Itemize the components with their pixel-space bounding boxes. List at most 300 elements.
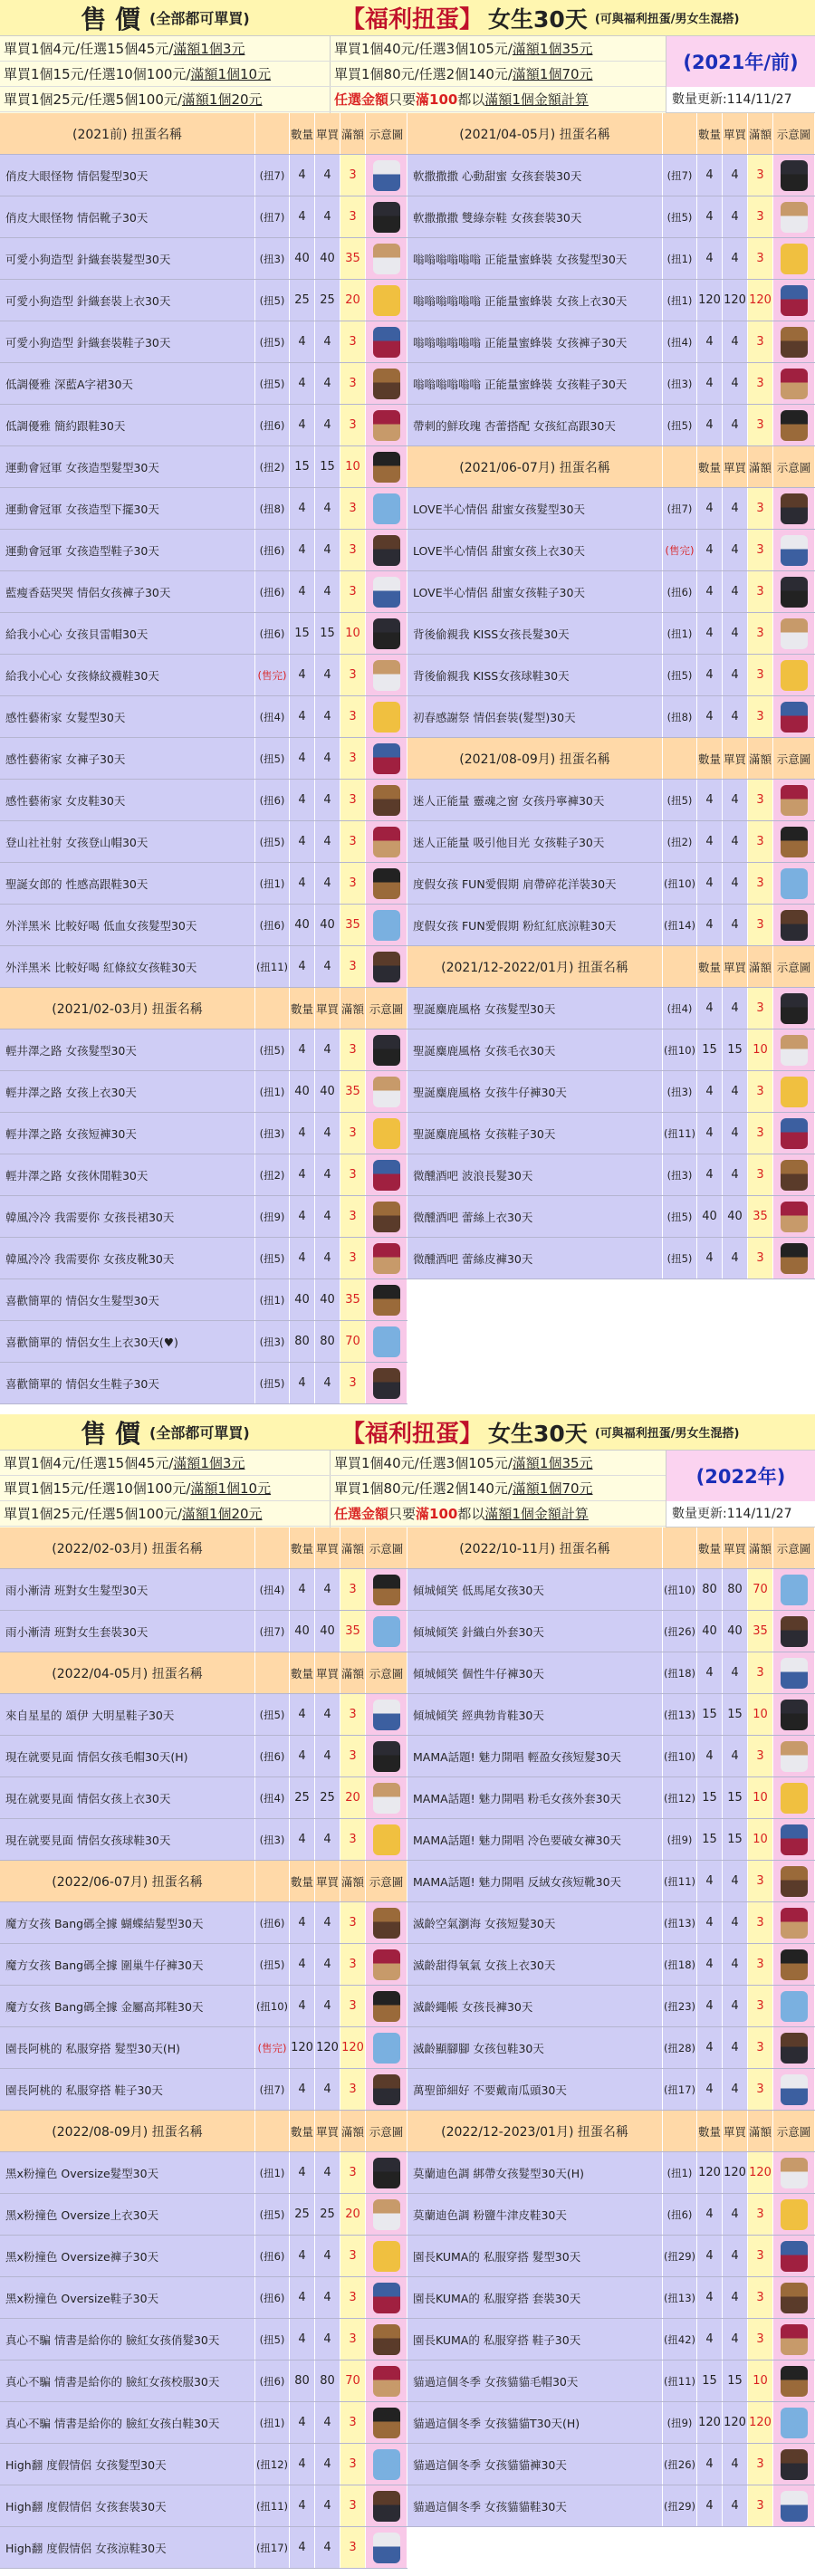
table-row[interactable] <box>0 238 408 280</box>
item-qty: 15 <box>697 1819 723 1860</box>
table-row[interactable] <box>0 1777 408 1819</box>
table-row[interactable] <box>0 1279 408 1321</box>
table-row[interactable] <box>0 405 408 446</box>
col-img: 示意圖 <box>773 1527 815 1568</box>
gacha-title-tag: 女生30天 <box>488 1420 588 1447</box>
table-row[interactable] <box>408 1113 815 1154</box>
section-title: (2022/10-11月) 扭蛋名稱 <box>408 1527 663 1568</box>
table-row[interactable] <box>408 905 815 946</box>
table-row[interactable] <box>408 2361 815 2402</box>
item-image <box>773 530 815 570</box>
col-price: 單買 <box>315 1652 340 1693</box>
table-row[interactable] <box>408 2236 815 2277</box>
item-code: (扭18) <box>663 1652 697 1693</box>
full-note-b: 只要 <box>388 91 417 108</box>
item-price: 4 <box>315 1196 340 1237</box>
item-image <box>366 905 408 945</box>
table-row[interactable] <box>0 1694 408 1736</box>
item-code: (扭6) <box>255 2361 290 2401</box>
item-name: 現在就要見面 情侶女孩上衣30天 <box>0 1777 255 1818</box>
table-row[interactable] <box>0 1363 408 1404</box>
table-row[interactable] <box>0 530 408 571</box>
item-image <box>773 321 815 362</box>
item-price: 4 <box>315 1363 340 1403</box>
table-row[interactable] <box>0 738 408 780</box>
item-name: 貓過這個冬季 女孩貓貓T30天(H) <box>408 2402 663 2443</box>
item-thumb-icon <box>781 1658 808 1689</box>
table-row[interactable] <box>408 2152 815 2194</box>
table-row[interactable] <box>408 1071 815 1113</box>
item-full: 3 <box>340 863 366 904</box>
table-row[interactable] <box>408 1944 815 1986</box>
table-row[interactable] <box>408 2027 815 2069</box>
table-row[interactable] <box>0 2485 408 2527</box>
item-qty: 40 <box>290 1611 315 1652</box>
table-row[interactable] <box>408 1611 815 1652</box>
price-line-main: 單買1個4元/任選15個45元/ <box>4 1455 174 1471</box>
item-price: 15 <box>723 1819 748 1860</box>
item-price: 4 <box>315 863 340 904</box>
table-row[interactable] <box>0 1986 408 2027</box>
item-name: 魔方女孩 Bang碼全據 蝴蝶結髮型30天 <box>0 1902 255 1943</box>
gacha-title-main: 【福利扭蛋】 <box>341 6 484 34</box>
item-full: 3 <box>340 2527 366 2568</box>
item-price: 4 <box>723 238 748 279</box>
item-thumb-icon <box>781 244 808 274</box>
item-code: (扭9) <box>663 2402 697 2443</box>
table-row[interactable] <box>0 655 408 696</box>
table-row[interactable] <box>0 1196 408 1238</box>
item-image <box>773 2069 815 2110</box>
table-row[interactable] <box>408 196 815 238</box>
item-qty: 4 <box>697 2027 723 2068</box>
table-row[interactable] <box>408 2319 815 2361</box>
table-row[interactable] <box>0 446 408 488</box>
price-line-main: 單買1個25元/任選5個100元/ <box>4 1506 182 1522</box>
item-thumb-icon <box>373 1741 400 1772</box>
item-image <box>366 738 408 779</box>
item-qty: 40 <box>290 1071 315 1112</box>
item-code: (扭6) <box>255 613 290 654</box>
item-price: 4 <box>723 1071 748 1112</box>
item-name: 滅齡空氣瀏海 女孩短髮30天 <box>408 1902 663 1943</box>
table-row[interactable] <box>0 571 408 613</box>
item-thumb-icon <box>781 535 808 566</box>
item-price: 4 <box>723 2485 748 2526</box>
item-price: 4 <box>315 2527 340 2568</box>
table-row[interactable] <box>0 1819 408 1861</box>
table-row[interactable] <box>408 1861 815 1902</box>
table-row[interactable] <box>0 2527 408 2569</box>
table-row[interactable] <box>408 655 815 696</box>
table-row[interactable] <box>0 2444 408 2485</box>
col-full: 滿額 <box>340 1527 366 1568</box>
table-row[interactable] <box>408 488 815 530</box>
item-price: 4 <box>315 1154 340 1195</box>
table-row[interactable] <box>0 2277 408 2319</box>
table-row[interactable] <box>408 155 815 196</box>
item-image <box>366 488 408 529</box>
section-header <box>408 1527 815 1569</box>
item-thumb-icon <box>373 827 400 857</box>
item-price: 4 <box>315 655 340 695</box>
item-image <box>773 863 815 904</box>
table-row[interactable] <box>0 2152 408 2194</box>
table-row[interactable] <box>408 821 815 863</box>
item-price: 80 <box>315 2361 340 2401</box>
item-name: 傾城傾笑 經典勃肯鞋30天 <box>408 1694 663 1735</box>
item-full: 3 <box>748 1944 773 1985</box>
item-full: 3 <box>340 321 366 362</box>
price-line-full: 滿額1個3元 <box>173 1455 245 1471</box>
item-name: 來自星星的 頌伊 大明星鞋子30天 <box>0 1694 255 1735</box>
table-row[interactable] <box>0 321 408 363</box>
table-row[interactable] <box>408 1029 815 1071</box>
item-qty: 4 <box>290 655 315 695</box>
item-thumb-icon <box>373 1368 400 1399</box>
left-column <box>0 113 408 1404</box>
table-row[interactable] <box>408 1986 815 2027</box>
item-code: (售完) <box>255 2027 290 2068</box>
table-row[interactable] <box>408 988 815 1029</box>
table-row[interactable] <box>0 1944 408 1986</box>
item-image <box>773 2319 815 2360</box>
item-name: 度假女孩 FUN愛假期 粉紅紅底涼鞋30天 <box>408 905 663 945</box>
item-code: (扭1) <box>663 2152 697 2193</box>
table-row[interactable] <box>0 155 408 196</box>
item-name: 微醺酒吧 蕾絲皮褲30天 <box>408 1238 663 1278</box>
table-row[interactable] <box>0 1736 408 1777</box>
table-row[interactable] <box>0 2236 408 2277</box>
table-row[interactable] <box>0 1321 408 1363</box>
year-label: (2022年) <box>666 1451 815 1501</box>
item-name: 黑x粉撞色 Oversize髮型30天 <box>0 2152 255 2193</box>
item-qty: 15 <box>290 446 315 487</box>
table-row[interactable] <box>0 2361 408 2402</box>
item-qty: 4 <box>697 988 723 1029</box>
col-price: 單買 <box>315 1527 340 1568</box>
col-qty: 數量 <box>290 1527 315 1568</box>
table-row[interactable] <box>0 613 408 655</box>
item-code: (扭5) <box>255 1694 290 1735</box>
item-qty: 4 <box>697 2236 723 2276</box>
item-name: 初春感謝祭 情侶套裝(髮型)30天 <box>408 696 663 737</box>
item-name: 魔方女孩 Bang碼全據 圍巢牛仔褲30天 <box>0 1944 255 1985</box>
item-code: (扭9) <box>255 1196 290 1237</box>
item-qty: 25 <box>290 280 315 321</box>
table-row[interactable] <box>0 1071 408 1113</box>
item-price: 4 <box>315 405 340 445</box>
table-row[interactable] <box>0 1902 408 1944</box>
item-image <box>773 2194 815 2235</box>
item-qty: 4 <box>290 2444 315 2485</box>
full-note-c: 滿100 <box>416 1506 458 1522</box>
table-row[interactable] <box>408 1694 815 1736</box>
item-code: (扭6) <box>255 405 290 445</box>
item-price: 40 <box>315 1279 340 1320</box>
item-full: 35 <box>340 1611 366 1652</box>
item-code: (扭29) <box>663 2485 697 2526</box>
table-row[interactable] <box>408 863 815 905</box>
item-full: 3 <box>340 1113 366 1154</box>
item-thumb-icon <box>781 2158 808 2188</box>
item-thumb-icon <box>781 1866 808 1897</box>
col-full: 滿額 <box>748 738 773 779</box>
item-qty: 120 <box>697 2152 723 2193</box>
item-name: 莫蘭迪色調 粉鹽牛津皮鞋30天 <box>408 2194 663 2235</box>
item-name: LOVE半心情侶 甜蜜女孩髮型30天 <box>408 488 663 529</box>
item-thumb-icon <box>373 2199 400 2230</box>
table-row[interactable] <box>408 1154 815 1196</box>
item-image <box>366 1071 408 1112</box>
item-price: 4 <box>315 363 340 404</box>
item-qty: 4 <box>290 1238 315 1278</box>
table-row[interactable] <box>0 2402 408 2444</box>
section-code <box>663 1527 697 1568</box>
item-name: 莫蘭迪色調 綁帶女孩髮型30天(H) <box>408 2152 663 2193</box>
item-code: (扭6) <box>255 1736 290 1776</box>
item-name: 萬聖節細好 不要戴南瓜頭30天 <box>408 2069 663 2110</box>
full-note-c: 滿100 <box>416 91 458 108</box>
item-code: (扭10) <box>255 1986 290 2026</box>
item-code: (扭1) <box>255 863 290 904</box>
item-image <box>773 613 815 654</box>
item-full: 3 <box>748 488 773 529</box>
table-row[interactable] <box>408 1652 815 1694</box>
item-thumb-icon <box>781 1616 808 1647</box>
table-row[interactable] <box>0 2069 408 2111</box>
item-image <box>773 988 815 1029</box>
item-full: 70 <box>748 1569 773 1610</box>
item-image <box>366 613 408 654</box>
table-row[interactable] <box>408 780 815 821</box>
col-qty: 數量 <box>697 738 723 779</box>
item-full: 3 <box>340 1154 366 1195</box>
table-row[interactable] <box>0 2319 408 2361</box>
section-code <box>255 113 290 154</box>
table-row[interactable] <box>0 488 408 530</box>
item-full: 3 <box>748 1652 773 1693</box>
item-price: 4 <box>315 696 340 737</box>
item-name: 感性藝術家 女髮型30天 <box>0 696 255 737</box>
item-image <box>366 946 408 987</box>
table-row[interactable] <box>408 530 815 571</box>
table-row[interactable] <box>0 863 408 905</box>
table-row[interactable] <box>408 2402 815 2444</box>
item-name: MAMA話題! 魅力開唱 反絨女孩短靴30天 <box>408 1861 663 1901</box>
item-code: (扭7) <box>255 196 290 237</box>
table-row[interactable] <box>408 2069 815 2111</box>
table-row[interactable] <box>0 780 408 821</box>
item-price: 4 <box>315 1986 340 2026</box>
table-row[interactable] <box>408 1196 815 1238</box>
table-row[interactable] <box>408 2194 815 2236</box>
item-price: 4 <box>723 1154 748 1195</box>
item-qty: 4 <box>290 1986 315 2026</box>
item-image <box>773 238 815 279</box>
item-price: 120 <box>723 2402 748 2443</box>
item-thumb-icon <box>781 827 808 857</box>
item-full: 3 <box>748 321 773 362</box>
table-row[interactable] <box>408 363 815 405</box>
item-image <box>773 696 815 737</box>
item-code: (扭17) <box>255 2527 290 2568</box>
item-full: 3 <box>748 1113 773 1154</box>
item-qty: 4 <box>697 696 723 737</box>
item-price: 4 <box>315 738 340 779</box>
item-image <box>773 1029 815 1070</box>
item-price: 15 <box>723 1777 748 1818</box>
item-thumb-icon <box>781 910 808 941</box>
table-row[interactable] <box>408 2485 815 2527</box>
left-column <box>0 1527 408 2569</box>
table-row[interactable] <box>0 1113 408 1154</box>
item-thumb-icon <box>373 327 400 358</box>
right-column <box>408 1527 815 2527</box>
item-qty: 40 <box>697 1611 723 1652</box>
item-full: 120 <box>748 2402 773 2443</box>
table-row[interactable] <box>0 196 408 238</box>
item-thumb-icon <box>781 2324 808 2355</box>
item-thumb-icon <box>781 285 808 316</box>
table-row[interactable] <box>0 1611 408 1652</box>
item-thumb-icon <box>373 160 400 191</box>
item-full: 3 <box>340 2444 366 2485</box>
item-price: 4 <box>723 1986 748 2026</box>
table-row[interactable] <box>408 2444 815 2485</box>
item-image <box>366 1363 408 1403</box>
item-thumb-icon <box>373 285 400 316</box>
table-row[interactable] <box>408 238 815 280</box>
col-price: 單買 <box>723 738 748 779</box>
section-header <box>408 113 815 155</box>
item-thumb-icon <box>781 1077 808 1107</box>
item-thumb-icon <box>781 2408 808 2438</box>
item-name: 貓過這個冬季 女孩貓貓褲30天 <box>408 2444 663 2485</box>
table-row[interactable] <box>0 946 408 988</box>
item-code: (扭6) <box>255 530 290 570</box>
item-price: 4 <box>315 1819 340 1860</box>
table-row[interactable] <box>0 2027 408 2069</box>
col-full: 滿額 <box>748 1527 773 1568</box>
item-thumb-icon <box>781 327 808 358</box>
table-row[interactable] <box>0 1029 408 1071</box>
item-qty: 4 <box>290 1154 315 1195</box>
section-title: (2021/06-07月) 扭蛋名稱 <box>408 446 663 487</box>
table-row[interactable] <box>408 1238 815 1279</box>
item-image <box>366 2361 408 2401</box>
item-thumb-icon <box>373 1949 400 1980</box>
item-full: 3 <box>748 2194 773 2235</box>
item-qty: 40 <box>290 1279 315 1320</box>
item-full: 3 <box>340 738 366 779</box>
item-thumb-icon <box>781 1118 808 1149</box>
table-row[interactable] <box>408 321 815 363</box>
price-line-main: 單買1個25元/任選5個100元/ <box>4 91 182 108</box>
table-row[interactable] <box>408 405 815 446</box>
item-full: 3 <box>340 1819 366 1860</box>
table-row[interactable] <box>408 280 815 321</box>
item-price: 120 <box>315 2027 340 2068</box>
item-thumb-icon <box>781 702 808 733</box>
item-name: High翻 度假情侶 女孩髮型30天 <box>0 2444 255 2485</box>
full-note-a: 任選金額 <box>334 91 389 108</box>
item-full: 3 <box>748 1861 773 1901</box>
item-price: 4 <box>723 1238 748 1278</box>
item-code: (扭26) <box>663 2444 697 2485</box>
item-price: 4 <box>723 321 748 362</box>
item-qty: 4 <box>290 780 315 820</box>
item-code: (扭17) <box>663 2069 697 2110</box>
item-qty: 4 <box>697 196 723 237</box>
item-image <box>773 1569 815 1610</box>
item-name: 雨小漸清 班對女生髮型30天 <box>0 1569 255 1610</box>
item-qty: 4 <box>697 571 723 612</box>
item-code: (扭10) <box>663 1029 697 1070</box>
table-row[interactable] <box>0 280 408 321</box>
full-note-e: 滿額1個金額計算 <box>484 91 589 108</box>
table-row[interactable] <box>408 571 815 613</box>
table-row[interactable] <box>0 1154 408 1196</box>
table-row[interactable] <box>408 1902 815 1944</box>
item-image <box>366 1777 408 1818</box>
table-row[interactable] <box>0 905 408 946</box>
item-qty: 4 <box>697 530 723 570</box>
table-row[interactable] <box>408 1569 815 1611</box>
item-qty: 4 <box>290 696 315 737</box>
table-row[interactable] <box>0 1238 408 1279</box>
item-image <box>773 2236 815 2276</box>
price-line <box>331 1476 666 1501</box>
item-full: 3 <box>748 405 773 445</box>
table-row[interactable] <box>0 821 408 863</box>
item-image <box>773 2444 815 2485</box>
table-row[interactable] <box>408 613 815 655</box>
table-row[interactable] <box>408 1777 815 1819</box>
item-image <box>366 2277 408 2318</box>
item-name: MAMA話題! 魅力開唱 粉毛女孩外套30天 <box>408 1777 663 1818</box>
price-line <box>0 87 331 112</box>
item-price: 4 <box>315 2152 340 2193</box>
table-row[interactable] <box>0 1569 408 1611</box>
table-row[interactable] <box>0 696 408 738</box>
table-row[interactable] <box>408 2277 815 2319</box>
item-price: 4 <box>723 196 748 237</box>
item-qty: 4 <box>290 738 315 779</box>
item-image <box>773 821 815 862</box>
item-qty: 80 <box>697 1569 723 1610</box>
item-price: 4 <box>315 1944 340 1985</box>
table-row[interactable] <box>0 2194 408 2236</box>
table-row[interactable] <box>408 696 815 738</box>
price-title-big: 售 價 <box>81 1418 141 1449</box>
item-price: 4 <box>723 571 748 612</box>
item-qty: 4 <box>697 363 723 404</box>
item-thumb-icon <box>373 618 400 649</box>
item-price: 4 <box>723 2277 748 2318</box>
item-thumb-icon <box>781 1741 808 1772</box>
table-row[interactable] <box>408 1736 815 1777</box>
col-price: 單買 <box>723 2111 748 2151</box>
item-image <box>773 1652 815 1693</box>
section-code <box>255 1652 290 1693</box>
col-price: 單買 <box>315 988 340 1029</box>
table-row[interactable] <box>0 363 408 405</box>
item-name: 雨小漸清 班對女生套裝30天 <box>0 1611 255 1652</box>
item-thumb-icon <box>373 2283 400 2313</box>
table-row[interactable] <box>408 1819 815 1861</box>
item-image <box>773 1777 815 1818</box>
